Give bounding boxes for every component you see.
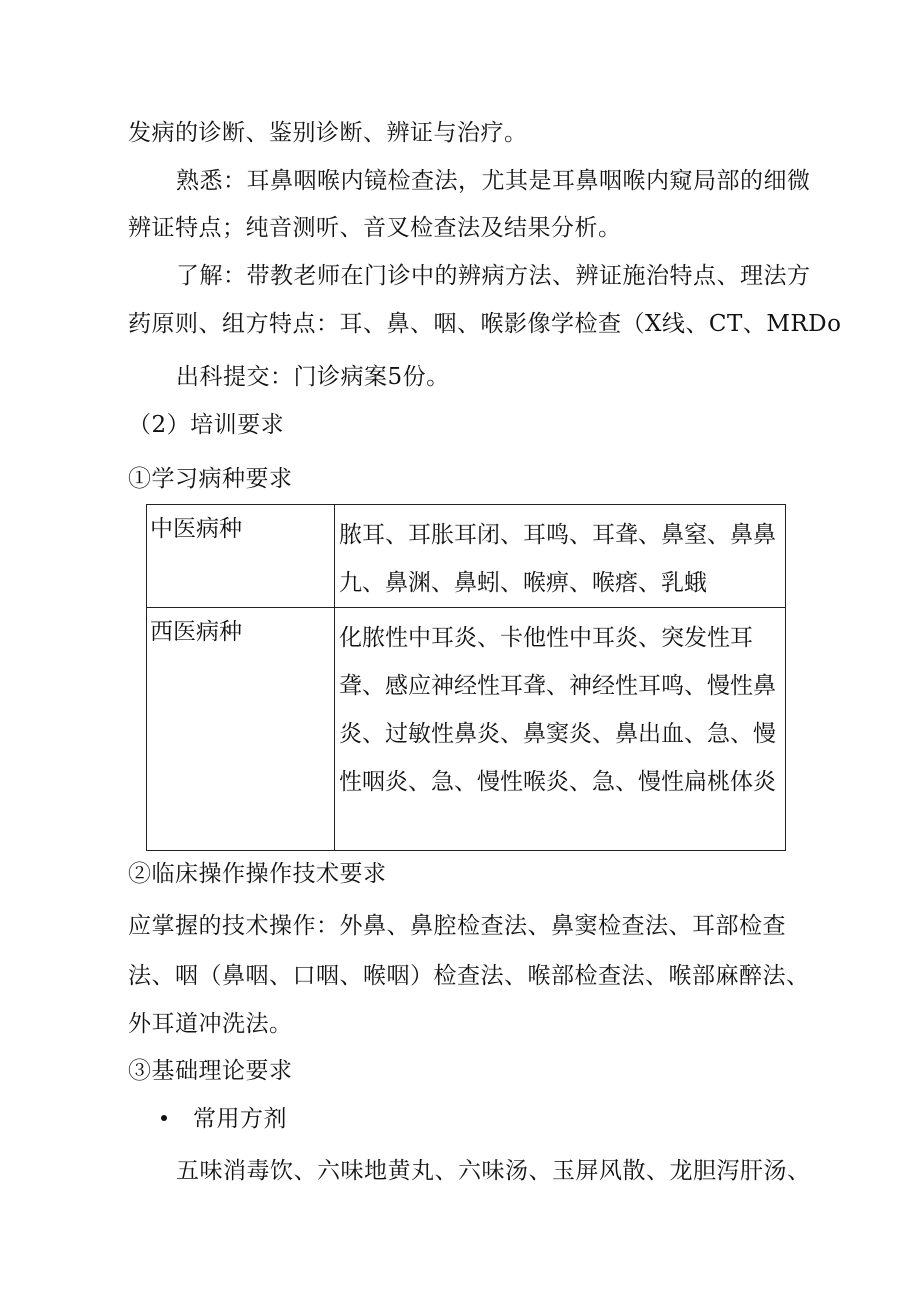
text-line: 了解：带教老师在门诊中的辨病方法、辨证施治特点、理法方	[176, 263, 811, 289]
text-line: 五味消毒饮、六味地黄丸、六味汤、玉屏风散、龙胆泻肝汤、	[176, 1158, 811, 1184]
subsection-heading: ①学习病种要求	[128, 466, 293, 492]
text-line: 药原则、组方特点：耳、鼻、咽、喉影像学检查（X线、CT、MRDo	[128, 311, 842, 337]
text-line: 法、咽（鼻咽、口咽、喉咽）检查法、喉部检查法、喉部麻醉法、	[128, 963, 810, 989]
text-line: 发病的诊断、鉴别诊断、辨证与治疗。	[128, 120, 528, 146]
bullet-item: 常用方剂	[193, 1106, 287, 1132]
bullet-icon	[161, 1115, 167, 1121]
text-line: 熟悉：耳鼻咽喉内镜检查法，尤其是耳鼻咽喉内窥局部的细微	[176, 168, 811, 194]
table-cell-category: 西医病种	[147, 608, 335, 851]
text-line: 应掌握的技术操作：外鼻、鼻腔检查法、鼻窦检查法、耳部检查	[128, 913, 786, 939]
text-line: 出科提交：门诊病案5份。	[176, 364, 450, 390]
table-row	[147, 505, 786, 608]
subsection-heading: ②临床操作操作技术要求	[128, 861, 387, 887]
disease-table	[146, 504, 786, 851]
section-heading: （2）培训要求	[128, 412, 285, 438]
table-cell-category: 中医病种	[147, 505, 335, 608]
text-line: 辨证特点；纯音测听、音叉检查法及结果分析。	[128, 215, 622, 241]
subsection-heading: ③基础理论要求	[128, 1058, 293, 1084]
table-cell-diseases: 化脓性中耳炎、卡他性中耳炎、突发性耳聋、感应神经性耳聋、神经性耳鸣、慢性鼻炎、过敏性鼻炎、鼻窦炎、鼻出血、急、慢性咽炎、急、慢性喉炎、急、慢性扁桃体炎	[335, 608, 786, 851]
text-line: 外耳道冲洗法。	[128, 1011, 293, 1037]
table-row	[147, 608, 786, 851]
table-cell-diseases: 脓耳、耳胀耳闭、耳鸣、耳聋、鼻窒、鼻鼻九、鼻渊、鼻蚓、喉痹、喉瘩、乳蛾	[335, 505, 786, 608]
